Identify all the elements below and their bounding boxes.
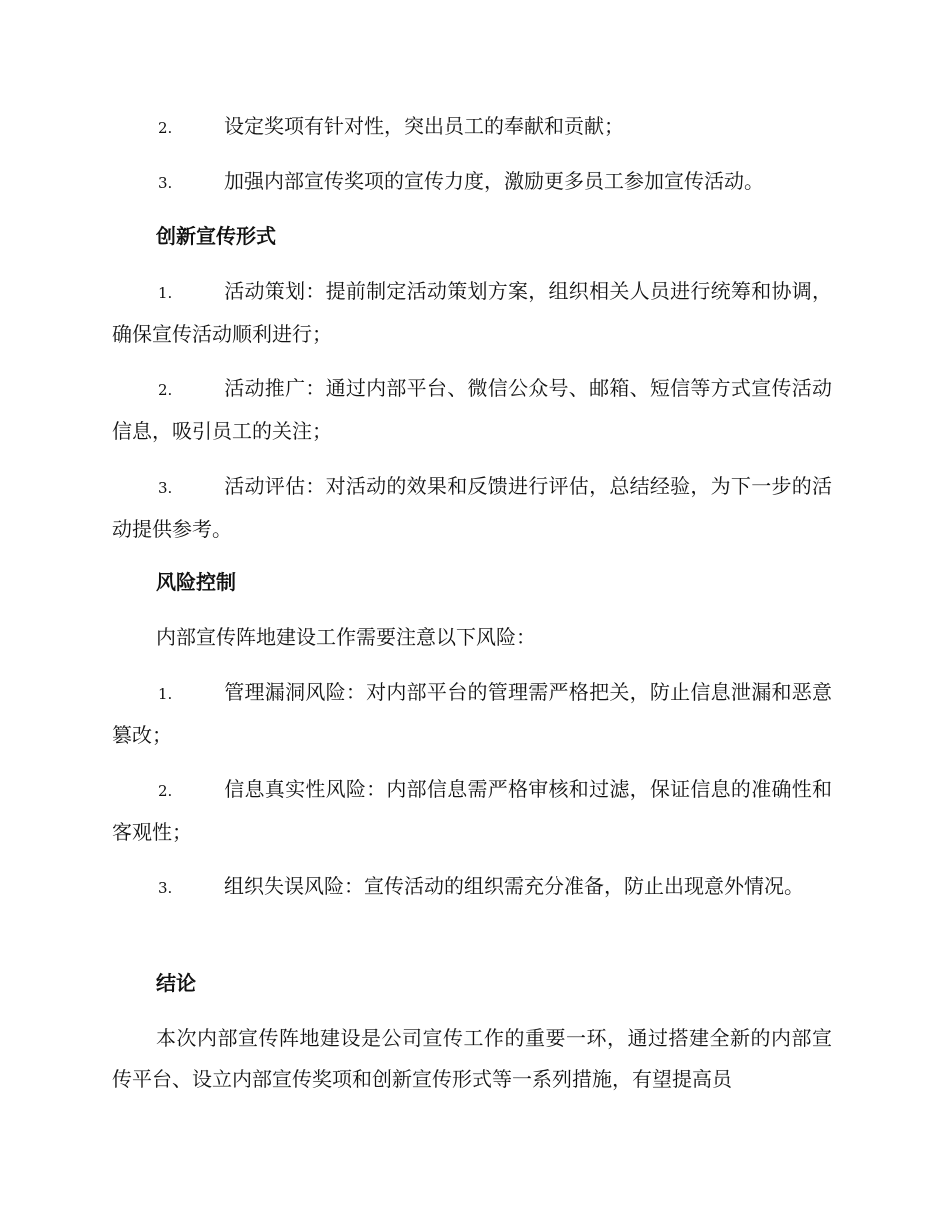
section-heading-conclusion: 结论: [156, 971, 196, 995]
conclusion-paragraph: 本次内部宣传阵地建设是公司宣传工作的重要一环，通过搭建全新的内部宣传平台、设立内部宣传奖项和创新宣传形式等一系列措施，有望提高员: [112, 1026, 832, 1091]
section-heading-innovation: 创新宣传形式: [156, 224, 276, 248]
list-text: 组织失误风险：宣传活动的组织需充分准备，防止出现意外情况。: [224, 874, 804, 898]
list-number: 3.: [158, 174, 173, 192]
list-item: [112, 106, 832, 149]
list-number: 1.: [158, 284, 173, 302]
section-heading-risk: 风险控制: [156, 570, 236, 594]
list-item: [112, 866, 832, 909]
list-number: 3.: [158, 479, 173, 497]
list-item: [112, 466, 832, 550]
list-text: 活动评估：对活动的效果和反馈进行评估，总结经验，为下一步的活动提供参考。: [112, 474, 832, 541]
list-text: 信息真实性风险：内部信息需严格审核和过滤，保证信息的准确性和客观性；: [112, 777, 832, 844]
list-text: 管理漏洞风险：对内部平台的管理需严格把关，防止信息泄漏和恶意篡改；: [112, 680, 832, 747]
list-text: 设定奖项有针对性，突出员工的奉献和贡献；: [224, 114, 624, 138]
list-text: 活动策划：提前制定活动策划方案，组织相关人员进行统筹和协调，确保宣传活动顺利进行；: [112, 279, 832, 346]
list-item: [112, 368, 832, 452]
list-item: [112, 161, 832, 204]
list-item: [112, 672, 832, 756]
list-item: [112, 769, 832, 853]
list-item: [112, 271, 832, 355]
list-text: 加强内部宣传奖项的宣传力度，激励更多员工参加宣传活动。: [224, 169, 764, 193]
list-number: 1.: [158, 685, 173, 703]
list-number: 2.: [158, 381, 173, 399]
list-number: 2.: [158, 782, 173, 800]
risk-intro-paragraph: 内部宣传阵地建设工作需要注意以下风险：: [156, 625, 536, 649]
list-number: 3.: [158, 879, 173, 897]
list-number: 2.: [158, 119, 173, 137]
list-text: 活动推广：通过内部平台、微信公众号、邮箱、短信等方式宣传活动信息，吸引员工的关注；: [112, 376, 832, 443]
